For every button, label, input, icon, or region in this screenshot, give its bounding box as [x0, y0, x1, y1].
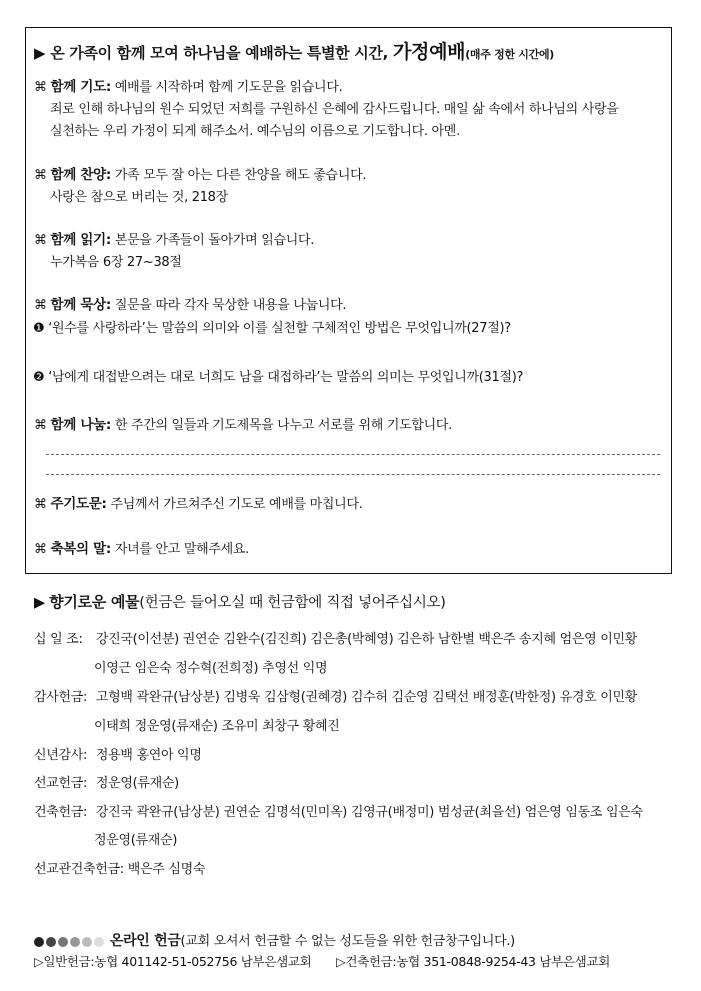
praise-detail: 사랑은 참으로 버리는 것, 218장 [50, 190, 228, 205]
offering-names: 강진국(이선분) 권연순 김완수(김진희) 김은총(박혜영) 김은하 남한별 백은주 송지혜 엄은영 이민황 [95, 632, 638, 647]
writing-line-2 [46, 474, 660, 475]
praise-label: 함께 찬양: [50, 167, 112, 183]
blessing-text: 자녀를 안고 말해주세요. [114, 542, 249, 557]
reading-label: 함께 읽기: [50, 232, 112, 248]
worship-title-main: 온 가족이 함께 모여 하나님을 예배하는 특별한 시간, [50, 44, 389, 62]
prayer-label: 함께 기도: [50, 79, 112, 95]
offering-names-cont: 이영근 임은숙 정수혁(전희정) 추영선 익명 [94, 661, 328, 676]
offering-title-main: 향기로운 예물 [49, 593, 140, 611]
offering-subtitle: (헌금은 들어오실 때 헌금함에 직접 넣어주십시오) [139, 595, 446, 611]
bullet-icon: ⌘ [34, 80, 47, 95]
number-1-icon: ❶ [33, 321, 45, 336]
worship-title-small: (매주 정한 시간에) [465, 48, 554, 61]
offering-label: 건축헌금: [34, 805, 88, 820]
bullet-icon: ⌘ [34, 497, 47, 512]
meditation-label: 함께 묵상: [50, 297, 112, 313]
blessing-item [34, 537, 249, 557]
offering-names: 백은주 심명숙 [127, 862, 206, 877]
bullet-icon: ⌘ [34, 418, 47, 433]
meditation-item [34, 293, 346, 313]
online-account-building: ▷건축헌금:농협 351-0848-9254-43 남부은샘교회 [336, 954, 610, 969]
offering-label: 감사헌금: [34, 690, 88, 705]
blessing-label: 축복의 말: [50, 541, 112, 557]
bullet-icon: ⌘ [34, 168, 47, 183]
bullet-icon: ⌘ [34, 233, 47, 248]
offering-row-mission-building [34, 858, 205, 877]
lords-prayer-label: 주기도문: [50, 496, 107, 512]
prayer-item [34, 75, 342, 95]
online-account-general: ▷일반헌금:농협 401142-51-052756 남부은샘교회 [34, 954, 312, 969]
prayer-line-2: 실천하는 우리 가정이 되게 해주소서. 예수님의 이름으로 기도합니다. 아멘. [50, 124, 460, 139]
offering-row-newyear [34, 744, 202, 763]
offering-names: 정운영(류재순) [95, 776, 179, 791]
offering-names: 고형백 곽완규(남상분) 김병욱 김삼형(권혜경) 김수허 김순영 김택선 배정훈(박한정) 유경호 이민황 [95, 690, 638, 705]
offering-label: 선교헌금: [34, 776, 88, 791]
number-2-icon: ❷ [33, 370, 45, 385]
offering-names-cont: 이태희 정운영(류재순) 조유미 최창구 황혜진 [94, 719, 340, 734]
offering-marker: ▶ [34, 595, 45, 611]
online-subtitle: (교회 오셔서 헌금할 수 없는 성도들을 위한 헌금창구입니다.) [180, 934, 515, 949]
bullet-icon: ⌘ [34, 542, 47, 557]
offering-names: 강진국 곽완규(남상분) 권연순 김명석(민미옥) 김영규(배정미) 범성균(최을선) 엄은영 임동조 임은숙 [95, 805, 643, 820]
worship-title-big: 가정예배 [392, 41, 466, 63]
meditation-text: 질문을 따라 각자 묵상한 내용을 나눕니다. [114, 298, 347, 313]
meditation-question-1 [33, 317, 511, 336]
worship-title [34, 37, 554, 64]
lords-prayer-item [34, 492, 363, 512]
offering-label: 신년감사: [34, 748, 88, 763]
offering-label: 십 일 조: [34, 632, 83, 647]
offering-names-cont: 정운영(류재순) [94, 833, 178, 848]
reading-item [34, 228, 314, 248]
offering-title [34, 591, 446, 612]
reading-text: 본문을 가족들이 돌아가며 읽습니다. [114, 233, 315, 248]
offering-names: 정용백 홍연아 익명 [95, 748, 202, 763]
offering-row-building [34, 801, 643, 820]
offering-label: 선교관건축헌금: [34, 862, 124, 877]
offering-row-mission [34, 772, 179, 791]
lords-prayer-text: 주님께서 가르쳐주신 기도로 예배를 마칩니다. [110, 497, 363, 512]
online-title: 온라인 헌금 [109, 933, 181, 949]
prayer-line-1: 죄로 인해 하나님의 원수 되었던 저희를 구원하신 은혜에 감사드립니다. 매일 삶 속에서 하나님의 사랑을 [50, 102, 619, 117]
offering-row-thanks [34, 686, 637, 705]
meditation-question-2 [33, 366, 523, 385]
question-1-text: ‘원수를 사랑하라’는 말씀의 의미와 이를 실천할 구체적인 방법은 무엇입니까(27절)? [48, 321, 511, 336]
sharing-label: 함께 나눔: [50, 417, 112, 433]
praise-item [34, 163, 366, 183]
prayer-text: 예배를 시작하며 함께 기도문을 읽습니다. [114, 80, 343, 95]
online-offering-title [34, 930, 515, 950]
offering-row-tithe [34, 628, 637, 647]
writing-line-1 [46, 454, 660, 455]
sharing-text: 한 주간의 일들과 기도제목을 나누고 서로를 위해 기도합니다. [114, 418, 452, 433]
worship-title-marker: ▶ [34, 44, 46, 62]
dots-icon [34, 934, 110, 949]
sharing-item [34, 413, 452, 433]
bullet-icon: ⌘ [34, 298, 47, 313]
praise-text: 가족 모두 잘 아는 다른 찬양을 해도 좋습니다. [114, 168, 367, 183]
question-2-text: ‘남에게 대접받으려는 대로 너희도 남을 대접하라’는 말씀의 의미는 무엇입니까(31절)? [48, 370, 524, 385]
reading-detail: 누가복음 6장 27~38절 [50, 255, 182, 270]
